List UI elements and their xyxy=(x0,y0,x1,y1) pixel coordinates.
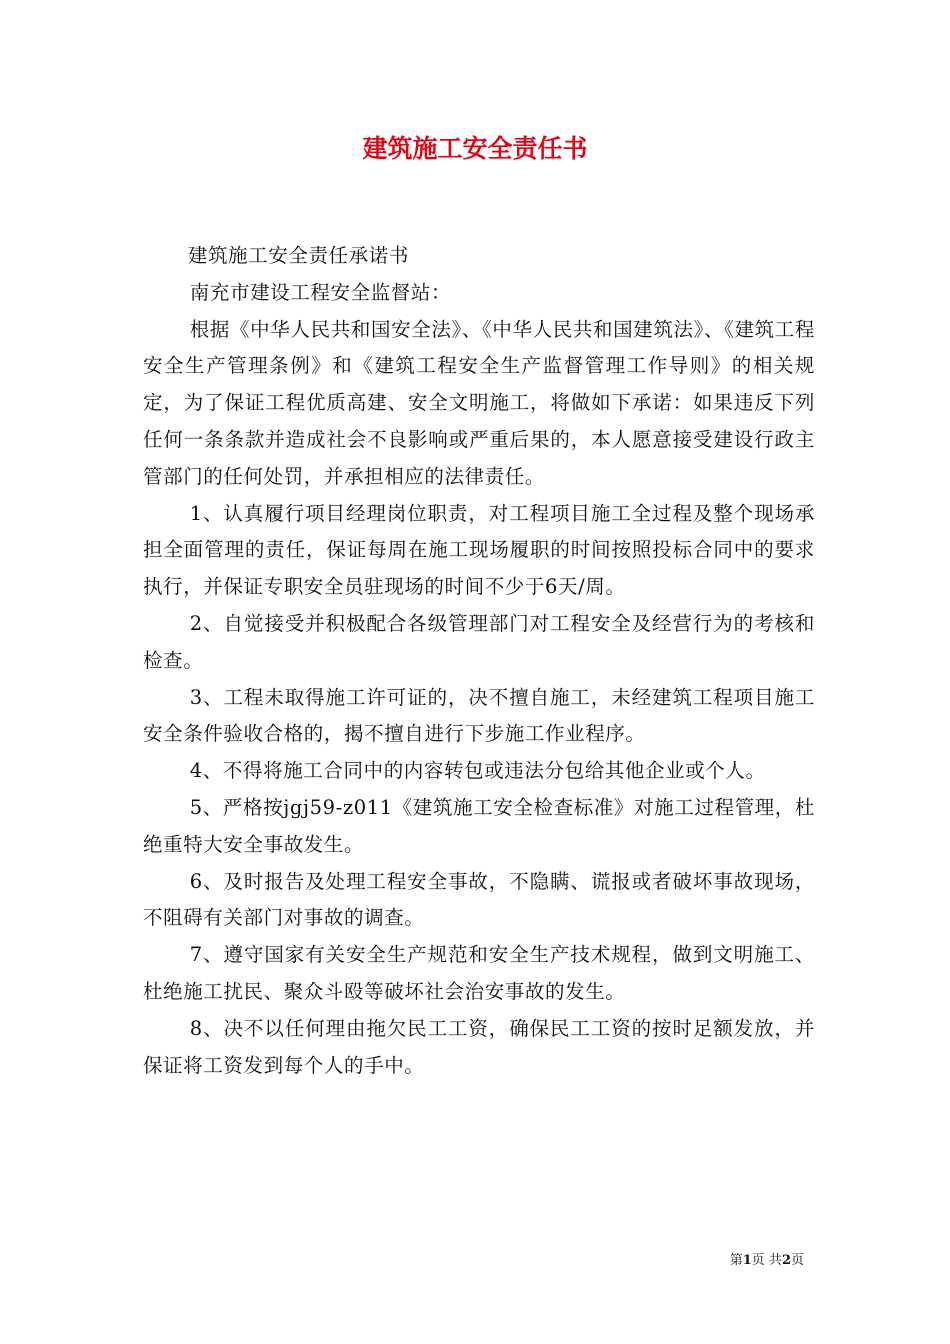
commitment-item-3: 3、工程未取得施工许可证的，决不擅自施工，未经建筑工程项目施工安全条件验收合格的，揭不擅自进行下步施工作业程序。 xyxy=(143,685,815,746)
commitment-item-1: 1、认真履行项目经理岗位职责，对工程项目施工全过程及整个现场承担全面管理的责任，保证每周在施工现场履职的时间按照投标合同中的要求执行，并保证专职安全员驻现场的时间不少于6天/周。 xyxy=(143,501,815,599)
footer-suffix: 页 xyxy=(790,1253,804,1268)
commitment-item-2: 2、自觉接受并积极配合各级管理部门对工程安全及经营行为的考核和检查。 xyxy=(143,611,815,672)
page-number-footer xyxy=(730,1252,804,1270)
footer-middle: 页 共 xyxy=(751,1253,782,1268)
commitment-item-4: 4、不得将施工合同中的内容转包或违法分包给其他企业或个人。 xyxy=(189,759,766,783)
commitment-item-8: 8、决不以任何理由拖欠民工工资，确保民工工资的按时足额发放，并保证将工资发到每个人的手中。 xyxy=(143,1016,815,1077)
commitment-item-7: 7、遵守国家有关安全生产规范和安全生产技术规程，做到文明施工、杜绝施工扰民、聚众斗殴等破坏社会治安事故的发生。 xyxy=(143,943,815,1003)
addressee: 南充市建设工程安全监督站： xyxy=(189,280,452,304)
intro-paragraph: 根据《中华人民共和国安全法》、《中华人民共和国建筑法》、《建筑工程安全生产管理条例》和《建筑工程安全生产监督管理工作导则》的相关规定，为了保证工程优质高建、安全文明施工，将做如下承诺：如果违反下列任何一条条款并造成社会不良影响或严重后果的，本人愿意接受建设行政主管部门的任何处罚，并承担相应的法律责任。 xyxy=(143,317,815,488)
current-page-number: 1 xyxy=(742,1253,752,1268)
document-subtitle: 建筑施工安全责任承诺书 xyxy=(187,244,409,267)
commitment-item-5: 5、严格按jgj59-z011《建筑施工安全检查标准》对施工过程管理，杜绝重特大安全事故发生。 xyxy=(143,795,815,856)
commitment-item-6: 6、及时报告及处理工程安全事故，不隐瞒、谎报或者破坏事故现场，不阻碍有关部门对事故的调查。 xyxy=(143,869,815,930)
document-title: 建筑施工安全责任书 xyxy=(362,134,588,163)
document-body xyxy=(143,238,815,1084)
total-pages-number: 2 xyxy=(781,1253,791,1268)
footer-prefix: 第 xyxy=(729,1253,743,1268)
